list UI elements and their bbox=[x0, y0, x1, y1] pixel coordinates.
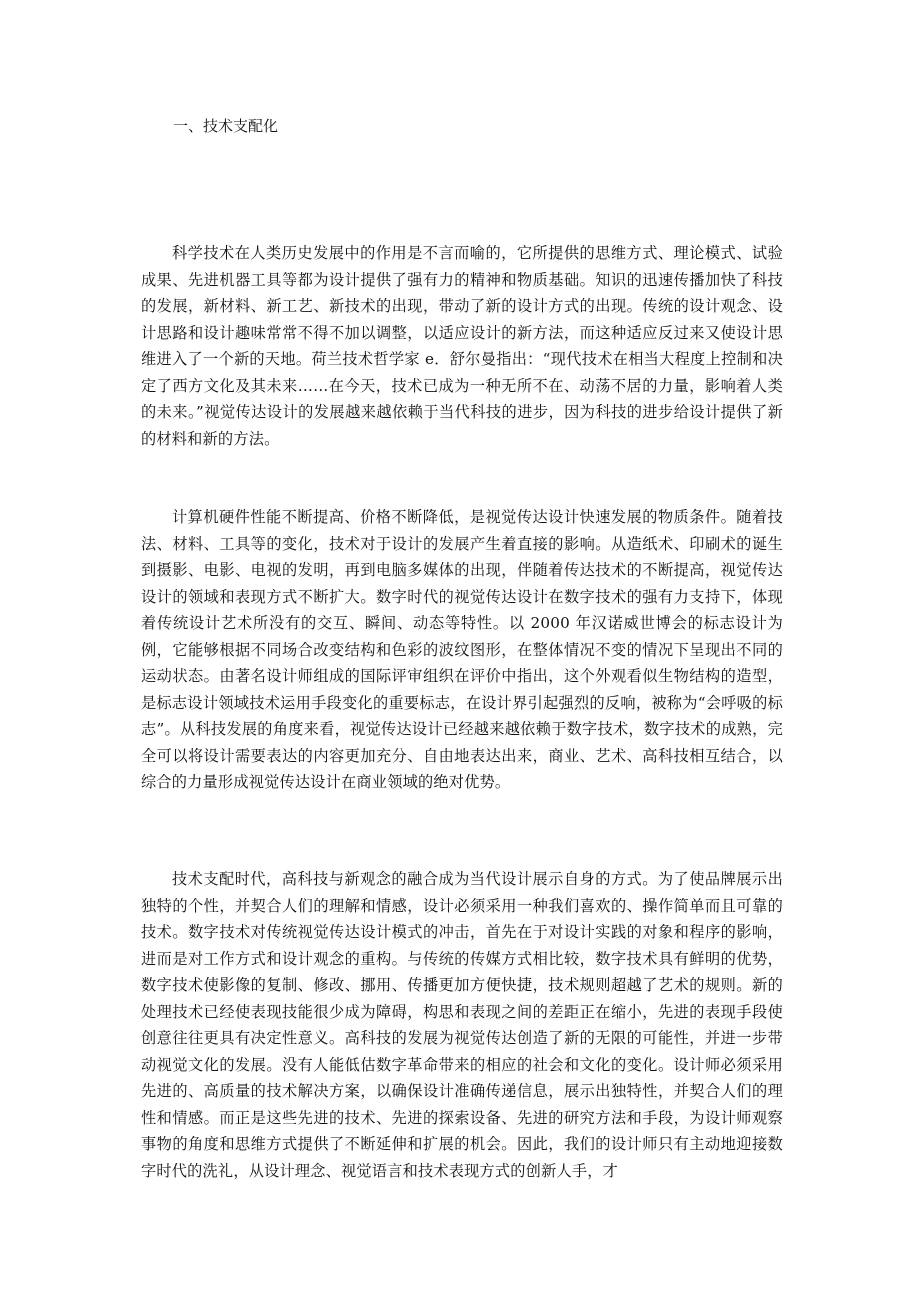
paragraph-technology-dominated-era: 技术支配时代，高科技与新观念的融合成为当代设计展示自身的方式。为了使品牌展示出独特的个性，并契合人们的理解和情感，设计必须采用一种我们喜欢的、操作简单而且可靠的技术。数字技术对传统视觉传达设计模式的冲击，首先在于对设计实践的对象和程序的影响，进而是对工作方式和设计观念的重构。与传统的传媒方式相比较，数字技术具有鲜明的优势，数字技术使影像的复制、修改、挪用、传播更加方便快捷，技术规则超越了艺术的规则。新的处理技术已经使表现技能很少成为障碍，构思和表现之间的差距正在缩小，先进的表现手段使创意往往更具有决定性意义。高科技的发展为视觉传达创造了新的无限的可能性，并进一步带动视觉文化的发展。没有人能低估数字革命带来的相应的社会和文化的变化。设计师必须采用先进的、高质量的技术解决方案，以确保设计准确传递信息，展示出独特性，并契合人们的理性和情感。而正是这些先进的技术、先进的探索设备、先进的研究方法和手段，为设计师观察事物的角度和思维方式提供了不断延伸和扩展的机会。因此，我们的设计师只有主动地迎接数字时代的洗礼，从设计理念、视觉语言和技术表现方式的创新人手，才 bbox=[141, 870, 783, 1180]
section-heading: 一、技术支配化 bbox=[173, 117, 279, 135]
paragraph-computer-hardware: 计算机硬件性能不断提高、价格不断降低，是视觉传达设计快速发展的物质条件。随着技法、材料、工具等的变化，技术对于设计的发展产生着直接的影响。从造纸术、印刷术的诞生到摄影、电影、电视的发明，再到电脑多媒体的出现，伴随着传达技术的不断提高，视觉传达设计的领域和表现方式不断扩大。数字时代的视觉传达设计在数字技术的强有力支持下，体现着传统设计艺术所没有的交互、瞬间、动态等特性。以 2000 年汉诺威世博会的标志设计为例，它能够根据不同场合改变结构和色彩的波纹图形，在整体情况不变的情况下呈现出不同的运动状态。由著名设计师组成的国际评审组织在评价中指出，这个外观看似生物结构的造型，是标志设计领域技术运用手段变化的重要标志，在设计界引起强烈的反响，被称为“会呼吸的标志”。从科技发展的角度来看，视觉传达设计已经越来越依赖于数字技术，数字技术的成熟，完全可以将设计需要表达的内容更加充分、自由地表达出来，商业、艺术、高科技相互结合，以综合的力量形成视觉传达设计在商业领域的绝对优势。 bbox=[141, 508, 783, 791]
paragraph-technology-and-design: 科学技术在人类历史发展中的作用是不言而喻的，它所提供的思维方式、理论模式、试验成果、先进机器工具等都为设计提供了强有力的精神和物质基础。知识的迅速传播加快了科技的发展，新材料、新工艺、新技术的出现，带动了新的设计方式的出现。传统的设计观念、设计思路和设计趣味常常不得不加以调整，以适应设计的新方法，而这种适应反过来又使设计思维进入了一个新的天地。荷兰技术哲学家 e．舒尔曼指出：“现代技术在相当大程度上控制和决定了西方文化及其未来……在今天，技术已成为一种无所不在、动荡不居的力量，影响着人类的未来。”视觉传达设计的发展越来越依赖于当代科技的进步，因为科技的进步给设计提供了新的材料和新的方法。 bbox=[141, 244, 783, 448]
